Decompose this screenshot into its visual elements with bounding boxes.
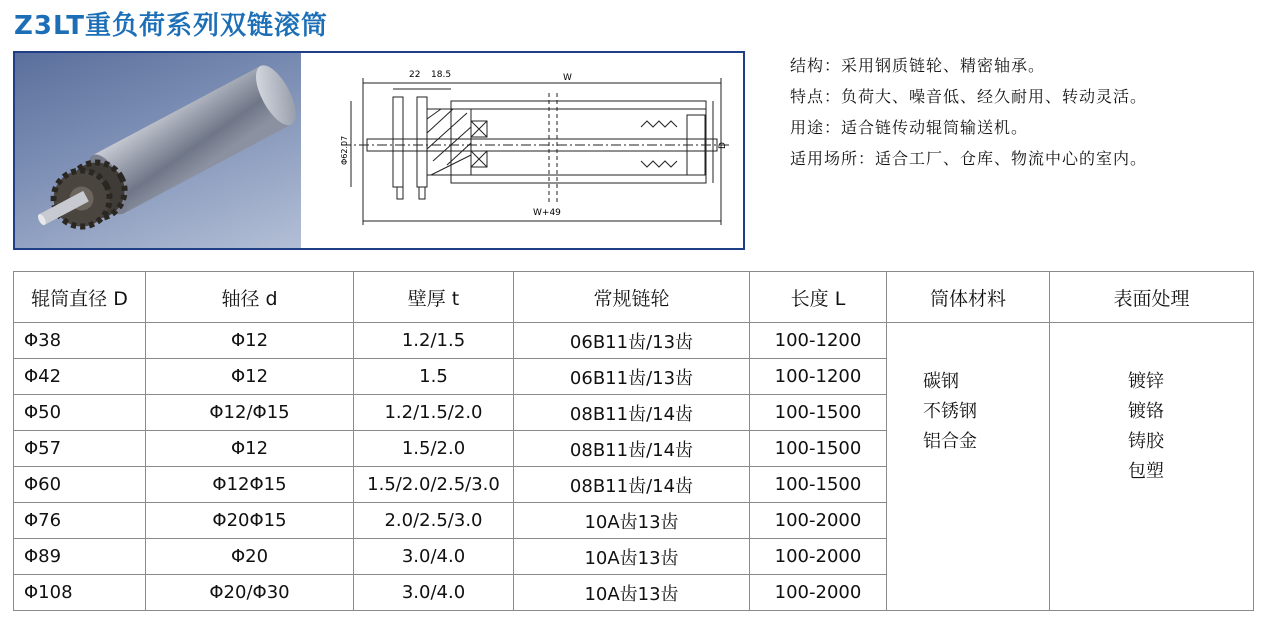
technical-drawing (301, 53, 743, 248)
cell-sprocket: 06B11齿/13齿 (514, 323, 750, 359)
spec-location: 适用场所：适合工厂、仓库、物流中心的室内。 (790, 149, 1148, 168)
cell-wall: 1.5/2.0/2.5/3.0 (354, 467, 514, 503)
dim-d-label: D (718, 142, 728, 149)
material-item: 不锈钢 (923, 401, 977, 422)
cell-diameter: Φ76 (14, 503, 146, 539)
cell-length: 100-1200 (750, 359, 887, 395)
cell-shaft: Φ12 (146, 323, 354, 359)
cell-shaft: Φ20 (146, 539, 354, 575)
cell-diameter: Φ57 (14, 431, 146, 467)
surface-item: 包塑 (1128, 461, 1164, 482)
table-row (14, 323, 1254, 359)
cell-length: 100-1500 (750, 395, 887, 431)
roller-photo (15, 53, 301, 248)
cell-diameter: Φ50 (14, 395, 146, 431)
cell-diameter: Φ42 (14, 359, 146, 395)
tube-material-cell (887, 323, 1050, 611)
cell-sprocket: 08B11齿/14齿 (514, 395, 750, 431)
cell-wall: 1.2/1.5/2.0 (354, 395, 514, 431)
surface-item: 镀铬 (1128, 401, 1164, 422)
product-figure-panel (13, 51, 745, 250)
material-item: 碳钢 (923, 371, 959, 392)
cell-sprocket: 10A齿13齿 (514, 503, 750, 539)
feature-list (790, 50, 1260, 174)
cell-shaft: Φ12/Φ15 (146, 395, 354, 431)
cell-diameter: Φ38 (14, 323, 146, 359)
cell-wall: 1.5/2.0 (354, 431, 514, 467)
cell-sprocket: 08B11齿/14齿 (514, 467, 750, 503)
spec-features: 特点：负荷大、噪音低、经久耐用、转动灵活。 (790, 87, 1148, 106)
cell-diameter: Φ60 (14, 467, 146, 503)
cell-length: 100-1500 (750, 431, 887, 467)
cell-shaft: Φ12 (146, 431, 354, 467)
dim-phi-label: Φ62.07 (340, 135, 349, 165)
surface-item: 镀锌 (1128, 371, 1164, 392)
cell-shaft: Φ20/Φ30 (146, 575, 354, 611)
cell-length: 100-2000 (750, 539, 887, 575)
header-shaft-diameter: 轴径 d (146, 272, 354, 323)
cell-sprocket: 06B11齿/13齿 (514, 359, 750, 395)
cell-wall: 3.0/4.0 (354, 575, 514, 611)
cell-shaft: Φ12 (146, 359, 354, 395)
cell-wall: 2.0/2.5/3.0 (354, 503, 514, 539)
header-roller-diameter: 辊筒直径 D (14, 272, 146, 323)
header-sprocket: 常规链轮 (514, 272, 750, 323)
surface-item: 铸胶 (1128, 431, 1164, 452)
cell-sprocket: 08B11齿/14齿 (514, 431, 750, 467)
cell-diameter: Φ89 (14, 539, 146, 575)
surface-treatment-cell (1050, 323, 1254, 611)
dim-w-label: W (563, 73, 572, 83)
cell-wall: 1.5 (354, 359, 514, 395)
dim-w49-label: W+49 (533, 208, 561, 218)
dim-18-5-label: 18.5 (431, 70, 452, 80)
table-header-row (14, 272, 1254, 323)
cell-diameter: Φ108 (14, 575, 146, 611)
cell-shaft: Φ12Φ15 (146, 467, 354, 503)
cell-sprocket: 10A齿13齿 (514, 575, 750, 611)
cell-length: 100-1200 (750, 323, 887, 359)
cell-length: 100-2000 (750, 503, 887, 539)
header-wall-thickness: 壁厚 t (354, 272, 514, 323)
dim-22-label: 22 (409, 70, 421, 80)
cell-wall: 3.0/4.0 (354, 539, 514, 575)
material-item: 铝合金 (923, 431, 977, 452)
page-title: Z3LT重负荷系列双链滚筒 (14, 11, 328, 41)
cell-wall: 1.2/1.5 (354, 323, 514, 359)
cell-sprocket: 10A齿13齿 (514, 539, 750, 575)
cell-length: 100-2000 (750, 575, 887, 611)
roller-illustration (15, 53, 301, 248)
header-tube-material: 筒体材料 (887, 272, 1050, 323)
header-surface-treatment: 表面处理 (1050, 272, 1254, 323)
header-length: 长度 L (750, 272, 887, 323)
cross-section-drawing (301, 53, 743, 248)
cell-length: 100-1500 (750, 467, 887, 503)
spec-structure: 结构：采用钢质链轮、精密轴承。 (790, 56, 1046, 75)
spec-usage: 用途：适合链传动辊筒输送机。 (790, 118, 1029, 137)
cell-shaft: Φ20Φ15 (146, 503, 354, 539)
spec-table (13, 271, 1254, 611)
